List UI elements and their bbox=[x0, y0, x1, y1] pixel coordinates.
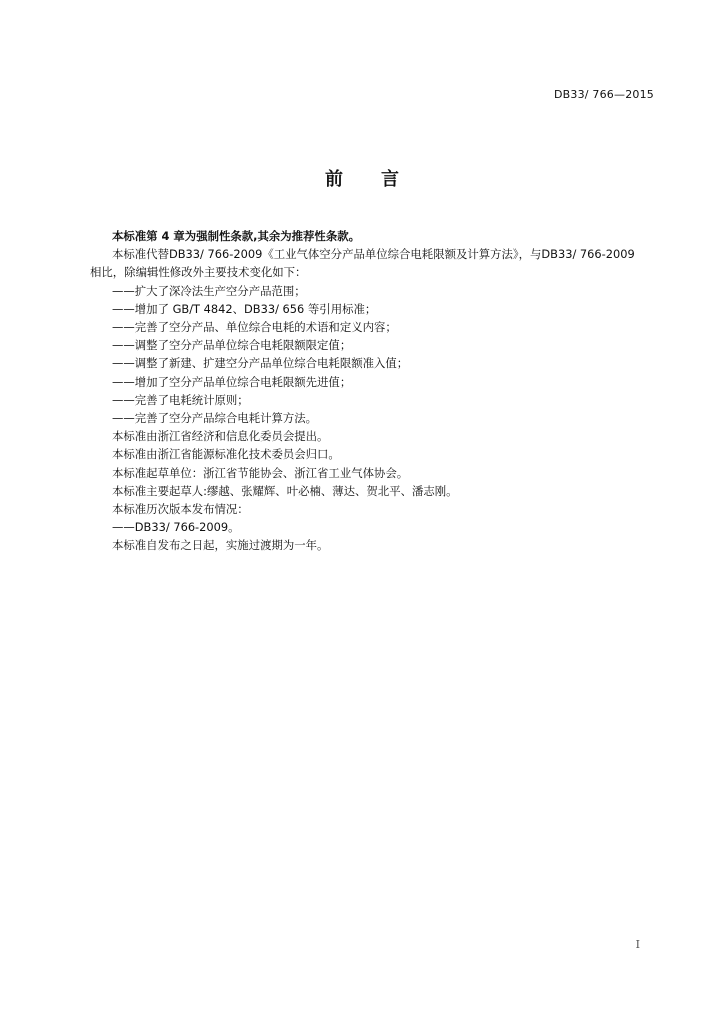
change-item: ——调整了空分产品单位综合电耗限额限定值； bbox=[112, 338, 352, 353]
page-number: I bbox=[635, 938, 640, 951]
mandatory-clause-statement: 本标准第 4 章为强制性条款,其余为推荐性条款。 bbox=[112, 229, 360, 243]
release-history-item: ——DB33/ 766-2009。 bbox=[112, 520, 240, 535]
change-item: ——完善了空分产品、单位综合电耗的术语和定义内容； bbox=[112, 320, 397, 335]
transition-period-statement: 本标准自发布之日起，实施过渡期为一年。 bbox=[112, 538, 329, 553]
proposer-statement: 本标准由浙江省经济和信息化委员会提出。 bbox=[112, 429, 329, 444]
replacement-statement-line-1: 本标准代替DB33/ 766-2009《工业气体空分产品单位综合电耗限额及计算方法》，与DB33/ 766-2009 bbox=[112, 247, 635, 262]
release-history-heading: 本标准历次版本发布情况： bbox=[112, 502, 249, 517]
change-item: ——增加了 GB/T 4842、DB33/ 656 等引用标准； bbox=[112, 301, 377, 316]
change-item: ——完善了电耗统计原则； bbox=[112, 392, 249, 407]
title-part-2: 言 bbox=[381, 169, 399, 190]
drafting-units-statement: 本标准起草单位：浙江省节能协会、浙江省工业气体协会。 bbox=[112, 465, 409, 480]
administrator-statement: 本标准由浙江省能源标准化技术委员会归口。 bbox=[112, 447, 340, 462]
title-part-1: 前 bbox=[325, 169, 343, 190]
change-item: ——扩大了深冷法生产空分产品范围； bbox=[112, 283, 306, 298]
drafters-statement: 本标准主要起草人:缪越、张耀辉、叶必楠、薄达、贺北平、潘志刚。 bbox=[112, 483, 458, 498]
page-title bbox=[0, 165, 724, 191]
replacement-statement-line-2: 相比，除编辑性修改外主要技术变化如下： bbox=[90, 265, 307, 280]
change-item: ——调整了新建、扩建空分产品单位综合电耗限额准入值； bbox=[112, 356, 409, 371]
document-code: DB33/ 766—2015 bbox=[553, 88, 654, 101]
foreword-body bbox=[90, 227, 658, 555]
change-item: ——完善了空分产品综合电耗计算方法。 bbox=[112, 411, 318, 426]
change-item: ——增加了空分产品单位综合电耗限额先进值； bbox=[112, 374, 352, 389]
